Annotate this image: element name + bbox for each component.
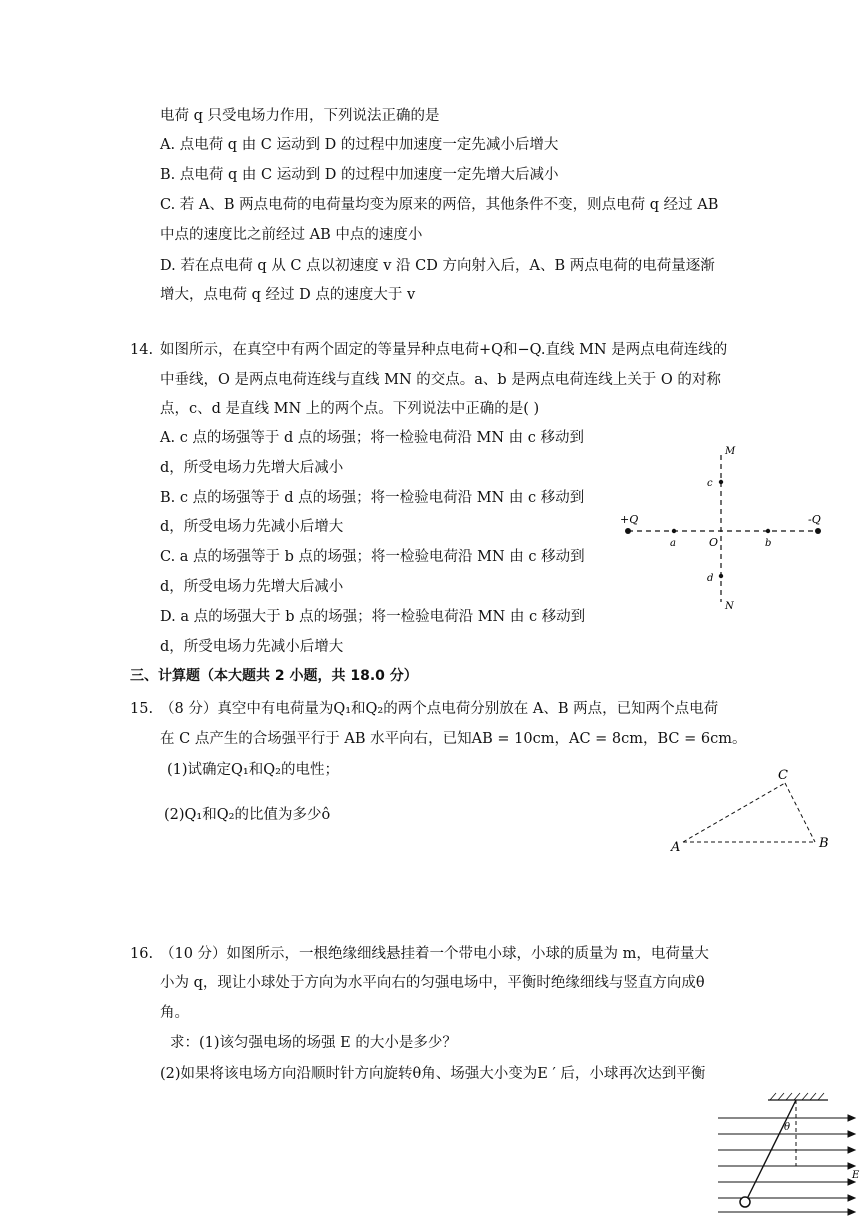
q15-sub-2: (2)Q₁和Q₂的比值为多少ô — [164, 807, 331, 823]
label-d: d — [707, 573, 714, 584]
segment-ac — [683, 783, 785, 842]
segment-bc — [785, 783, 815, 842]
label-c: c — [707, 478, 713, 489]
section-3-heading: 三、计算题（本大题共 2 小题，共 18.0 分） — [130, 668, 418, 684]
q14-stem-line-1: 如图所示，在真空中有两个固定的等量异种点电荷+Q和−Q.直线 MN 是两点电荷连线的 — [160, 342, 728, 358]
q13-option-c-cont: 中点的速度比之前经过 AB 中点的速度小 — [160, 227, 423, 243]
q14-number: 14. — [130, 342, 154, 358]
q16-figure — [718, 1088, 860, 1216]
q14-option-c-line-1: C. a 点的场强等于 b 点的场强；将一检验电荷沿 MN 由 c 移动到 — [160, 549, 585, 565]
q13-option-c — [160, 195, 718, 215]
q16-stem-line-2: 小为 q，现让小球处于方向为水平向右的匀强电场中，平衡时绝缘细线与竖直方向成θ — [160, 975, 705, 991]
label-m: M — [725, 446, 736, 457]
label-plus-q: +Q — [620, 513, 639, 526]
q13-option-d-cont: 增大，点电荷 q 经过 D 点的速度大于 v — [160, 287, 416, 303]
label-b: B — [819, 836, 829, 851]
label-o: O — [709, 536, 719, 549]
label-e: E — [852, 1170, 860, 1181]
charged-ball — [740, 1197, 750, 1207]
q16-stem-line-3: 角。 — [160, 1005, 189, 1021]
label-a: a — [670, 538, 676, 549]
q14-stem-line-2: 中垂线，O 是两点电荷连线与直线 MN 的交点。a、b 是两点电荷连线上关于 O 的对称 — [160, 372, 721, 388]
option-text: 点电荷 q 由 C 运动到 D 的过程中加速度一定先增大后减小 — [179, 167, 559, 183]
point-d — [719, 574, 723, 578]
q14-figure — [610, 440, 830, 620]
q13-option-a — [160, 135, 558, 155]
plus-q-charge — [625, 528, 631, 534]
point-c — [719, 480, 723, 484]
label-n: N — [725, 601, 734, 612]
option-label: C. — [160, 197, 176, 213]
q16-sub-1: 求：(1)该匀强电场的场强 E 的大小是多少？ — [170, 1035, 457, 1051]
minus-q-charge — [815, 528, 821, 534]
q15-figure — [665, 765, 845, 860]
option-label: D. — [160, 258, 176, 274]
q16-sub-2: (2)如果将该电场方向沿顺时针方向旋转θ角、场强大小变为E ′ 后，小球再次达到平衡 — [160, 1066, 706, 1082]
label-theta: θ — [784, 1122, 791, 1133]
option-text: 若 A、B 两点电荷的电荷量均变为原来的两倍，其他条件不变，则点电荷 q 经过 AB — [179, 197, 719, 213]
q13-stem-tail: 电荷 q 只受电场力作用，下列说法正确的是 — [160, 108, 440, 124]
label-a: A — [671, 840, 681, 855]
q14-option-d-line-1: D. a 点的场强大于 b 点的场强；将一检验电荷沿 MN 由 c 移动到 — [160, 609, 586, 625]
label-minus-q: -Q — [808, 513, 821, 526]
q13-option-b — [160, 165, 559, 185]
q14-option-a-line-1: A. c 点的场强等于 d 点的场强；将一检验电荷沿 MN 由 c 移动到 — [160, 430, 585, 446]
q14-option-c-line-2: d，所受电场力先增大后减小 — [160, 579, 344, 595]
option-label: A. — [160, 137, 176, 153]
q16-stem-line-1: （10 分）如图所示，一根绝缘细线悬挂着一个带电小球，小球的质量为 m，电荷量大 — [160, 946, 709, 962]
point-b — [766, 529, 770, 533]
q15-sub-1: (1)试确定Q₁和Q₂的电性； — [167, 762, 339, 778]
q14-stem-line-3: 点，c、d 是直线 MN 上的两个点。下列说法中正确的是( ) — [160, 401, 540, 417]
point-a — [672, 529, 676, 533]
option-text: 若在点电荷 q 从 C 点以初速度 v 沿 CD 方向射入后，A、B 两点电荷的电荷量逐渐 — [180, 258, 715, 274]
q14-option-b-line-2: d，所受电场力先减小后增大 — [160, 519, 344, 535]
label-b: b — [765, 538, 772, 549]
q14-option-a-line-2: d，所受电场力先增大后减小 — [160, 460, 344, 476]
q15-number: 15. — [130, 701, 154, 717]
ceiling-hatch — [768, 1093, 828, 1100]
label-c: C — [778, 768, 788, 783]
q16-number: 16. — [130, 946, 154, 962]
q14-option-d-line-2: d，所受电场力先减小后增大 — [160, 639, 344, 655]
q13-option-d — [160, 256, 715, 276]
option-label: B. — [160, 167, 176, 183]
q14-option-b-line-1: B. c 点的场强等于 d 点的场强；将一检验电荷沿 MN 由 c 移动到 — [160, 490, 585, 506]
q15-stem-line-2: 在 C 点产生的合场强平行于 AB 水平向右，已知AB = 10cm，AC = 8cm，BC = 6cm。 — [160, 731, 747, 747]
option-text: 点电荷 q 由 C 运动到 D 的过程中加速度一定先减小后增大 — [179, 137, 559, 153]
q15-stem-line-1: （8 分）真空中有电荷量为Q₁和Q₂的两个点电荷分别放在 A、B 两点，已知两个点电荷 — [160, 701, 719, 717]
